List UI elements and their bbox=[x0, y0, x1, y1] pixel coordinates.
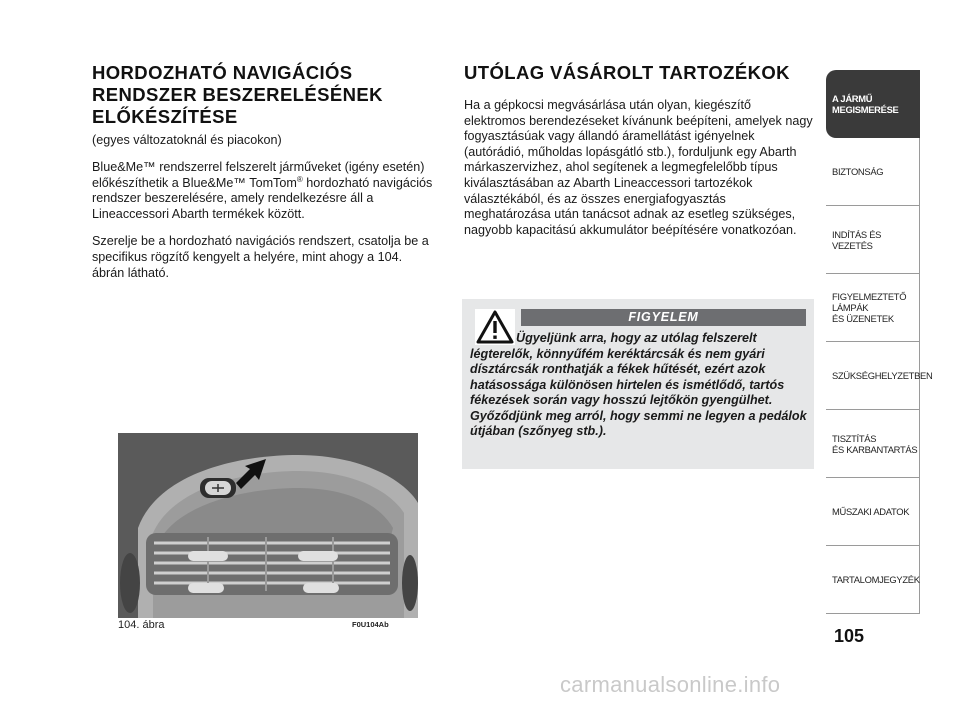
paragraph-bluemetomtom bbox=[92, 160, 437, 222]
tab-index[interactable] bbox=[826, 546, 920, 614]
tab-starting-driving[interactable] bbox=[826, 206, 920, 274]
section-title-accessories: UTÓLAG VÁSÁROLT TARTOZÉKOK bbox=[464, 62, 790, 83]
right-column bbox=[464, 62, 814, 238]
footer-watermark: carmanualsonline.info bbox=[560, 672, 781, 697]
warning-text: Ügyeljünk arra, hogy az utólag felszerelt légterelők, könnyűfém keréktárcsák és nem gyári dísztárcsák ronthatják a fékek hűtését, ezért azok hatásossága különösen hirtelen és ismétlődő, tartós fékezések során vagy hosszú lejtőkön gyengülhet. Győződjünk meg arról, hogy semmi ne legyen a pedálok útjában (szőnyeg stb.). bbox=[470, 331, 807, 438]
title-line: HORDOZHATÓ NAVIGÁCIÓS bbox=[92, 62, 353, 83]
tab-vehicle-overview[interactable] bbox=[826, 70, 920, 138]
para-text: hordozható navigációs rendszer beszerelésére, amely rendelkezésre áll a Lineaccessori Abarth termékek között. bbox=[92, 175, 433, 221]
chapter-tabs bbox=[826, 70, 933, 614]
section-subtitle: (egyes változatoknál és piacokon) bbox=[92, 133, 282, 147]
tab-label: TISZTÍTÁS ÉS KARBANTARTÁS bbox=[832, 432, 918, 455]
warning-label: FIGYELEM bbox=[521, 309, 806, 326]
registered-mark: ® bbox=[296, 174, 303, 184]
paragraph-install: Szerelje be a hordozható navigációs rendszert, csatolja be a specifikus rögzítő kengyelt a helyére, mint ahogy a 104. ábrán látható. bbox=[92, 234, 429, 280]
tab-label: FIGYELMEZTETŐ LÁMPÁK ÉS ÜZENETEK bbox=[832, 291, 907, 324]
figure-caption: 104. ábra bbox=[118, 619, 165, 631]
paragraph-accessories: Ha a gépkocsi megvásárlása után olyan, kiegészítő elektromos berendezéseket kívánunk beépíteni, amelyek nagy fogyasztásúak vagy állandó áramellátást igényelnek (autórádió, műholdas lopásgátló stb.), forduljunk egy Abarth márkaszervizhez, ahol segítenek a legmegfelelőbb típus kiválasztásában az Abarth Lineaccessori tartozékok választékából, és az összes energiafogyasztás meghatározása után tanácsot adnak az esetleg szükséges, nagyobb kapacitású akkumulátor beépítésére vonatkozóan. bbox=[464, 98, 813, 237]
tab-label: MŰSZAKI ADATOK bbox=[832, 506, 910, 517]
tab-safety[interactable] bbox=[826, 138, 920, 206]
tab-label: SZÜKSÉGHELYZETBEN bbox=[832, 370, 933, 381]
tab-warning-lights[interactable] bbox=[826, 274, 920, 342]
warning-box bbox=[462, 299, 814, 469]
tab-label: BIZTONSÁG bbox=[832, 166, 884, 177]
page-number: 105 bbox=[834, 626, 865, 646]
tab-technical-data[interactable] bbox=[826, 478, 920, 546]
dashboard-vent-figure bbox=[118, 433, 418, 618]
section-title-navigation bbox=[92, 62, 437, 128]
para-text: Blue&Me™ rendszerrel felszerelt járműveket (igény esetén) előkészíthetik a Blue&Me™ TomTom bbox=[92, 160, 425, 190]
tab-emergency[interactable] bbox=[826, 342, 933, 410]
left-column bbox=[92, 62, 437, 281]
tab-label: TARTALOMJEGYZÉK bbox=[832, 574, 920, 585]
tab-label: A JÁRMŰ MEGISMERÉSE bbox=[832, 93, 899, 115]
title-line: RENDSZER BESZERELÉSÉNEK bbox=[92, 84, 383, 105]
tab-maintenance[interactable] bbox=[826, 410, 920, 478]
tab-label: INDÍTÁS ÉS VEZETÉS bbox=[832, 228, 882, 251]
figure-code: F0U104Ab bbox=[352, 620, 389, 629]
title-line: ELŐKÉSZÍTÉSE bbox=[92, 106, 238, 127]
